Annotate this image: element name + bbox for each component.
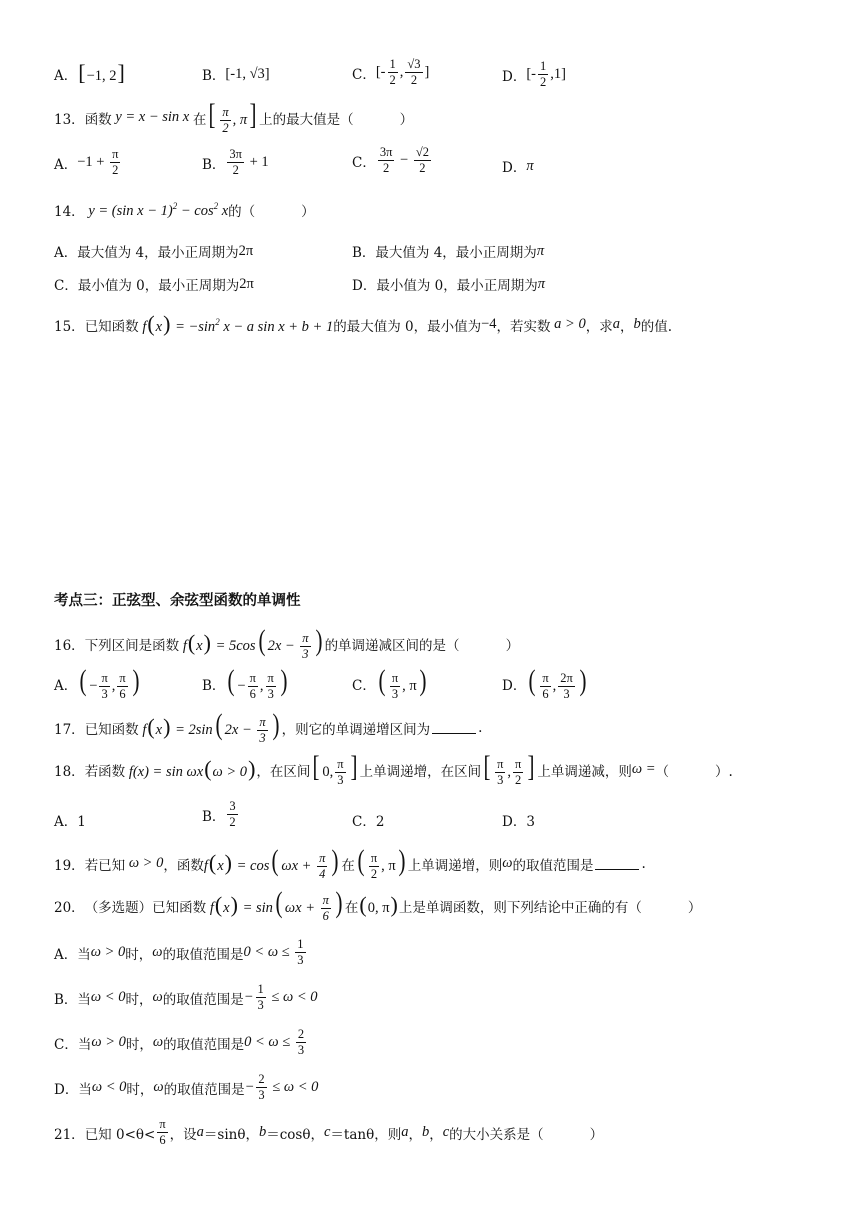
question-21: 21． 已知 0<θ< $\frac{\pi}{6}$ ，设 a ＝sinθ ， b ＝cosθ ， c ＝tanθ ，则 a ， b ， c 的大小关系是（ ） <box>54 1117 604 1148</box>
q20-option-c: C．当 ω > 0 时， ω 的取值范围是 0 < ω ≤ $\frac{2}{3}$ <box>54 1027 305 1058</box>
q13-option-b: B． $\frac{3\pi}{2}$ + 1 <box>202 147 269 178</box>
q16-option-a: A． ( − $\frac{\pi}{3}$ , $\frac{\pi}{6}$ ) <box>54 664 140 702</box>
q12-option-c: C． [- $\frac{1}{2}$ , $\frac{√3}{2}$ ] <box>352 57 430 88</box>
q13-option-d: D． π <box>502 157 534 176</box>
q12-option-a: A． [−1, 2] <box>54 60 125 85</box>
q14-option-c: C．最小值为 0，最小正周期为 2π <box>54 275 254 294</box>
question-18: 18． 若函数 f(x) = sin ωx(ω > 0) ，在区间 [ 0, $\frac{\pi}{3}$ ] 上单调递增，在区间 [ $\frac{\pi}{3}$ , $\frac{\pi}{2}$ ] 上单调递减，则 ω = （ ）. <box>54 750 733 788</box>
q18-option-c: C．2 <box>352 814 385 830</box>
section-title: 考点三：正弦型、余弦型函数的单调性 <box>54 593 301 609</box>
q20-option-d: D．当 ω < 0 时， ω 的取值范围是 − $\frac{2}{3}$ ≤ ω < 0 <box>54 1072 319 1103</box>
q12-option-d: D． [- $\frac{1}{2}$ ,1] <box>502 59 566 90</box>
question-15: 15． 已知函数 $f(x) = -\sin^2$ x − a sin x + b + 1 的最大值为 0，最小值为 −4 ，若实数 a > 0 ，求 a ， b 的值. <box>54 311 673 336</box>
question-14: 14． y = (sin $x - 1)^2 - \cos^2 x$ 的（ ） <box>54 200 315 220</box>
question-17: 17． 已知函数 f(x) = 2sin( 2x − $\frac{\pi}{3}$ ) ，则它的单调递增区间为 . <box>54 708 483 746</box>
question-16: 16． 下列区间是函数 f(x) = 5cos( 2x − $\frac{\pi}{3}$ ) 的单调递减区间的是（ ） <box>54 624 520 662</box>
q12-option-b: B． [-1, √3] <box>202 65 270 84</box>
q13-option-c: C． $\frac{3\pi}{2}$ − $\frac{√2}{2}$ <box>352 145 429 176</box>
q18-option-d: D．3 <box>502 814 535 830</box>
question-13: 13． 函数 y = x − sin x 在 [ $\frac{\pi}{2}$ , π] 上的最大值是（ ） <box>54 98 414 136</box>
q18-option-a: A．1 <box>54 814 86 830</box>
q20-option-a: A．当 ω > 0 时， ω 的取值范围是 0 < ω ≤ $\frac{1}{3}$ <box>54 937 304 968</box>
q14-option-b: B．最大值为 4，最小正周期为 π <box>352 242 545 261</box>
q14-option-d: D．最小值为 0，最小正周期为 π <box>352 275 545 294</box>
question-20: 20． （多选题）已知函数 f(x) = sin( ωx + $\frac{\pi}{6}$ ) 在 (0, π) 上是单调函数，则下列结论中正确的有（ ） <box>54 886 702 924</box>
q14-option-a: A．最大值为 4，最小正周期为 2π <box>54 242 254 261</box>
q16-option-b: B． ( − $\frac{\pi}{6}$ , $\frac{\pi}{3}$ ) <box>202 664 288 702</box>
q13-option-a: A． −1 + $\frac{\pi}{2}$ <box>54 147 119 178</box>
answer-blank-17[interactable] <box>432 721 476 734</box>
q16-option-d: D． ( $\frac{\pi}{6}$ , $\frac{2\pi}{3}$ ) <box>502 664 587 702</box>
q18-option-b: B． $\frac{3}{2}$ <box>202 799 236 830</box>
q20-option-b: B．当 ω < 0 时， ω 的取值范围是 − $\frac{1}{3}$ ≤ ω < 0 <box>54 982 318 1013</box>
question-19: 19． 若已知 ω > 0 ，函数 f(x) = cos( ωx + $\frac{\pi}{4}$ ) 在 ( $\frac{\pi}{2}$ , π) 上单调递增，则 ω 的取值范围是 . <box>54 844 646 882</box>
q16-option-c: C． ( $\frac{\pi}{3}$ , π) <box>352 664 427 702</box>
answer-blank-19[interactable] <box>595 857 639 870</box>
